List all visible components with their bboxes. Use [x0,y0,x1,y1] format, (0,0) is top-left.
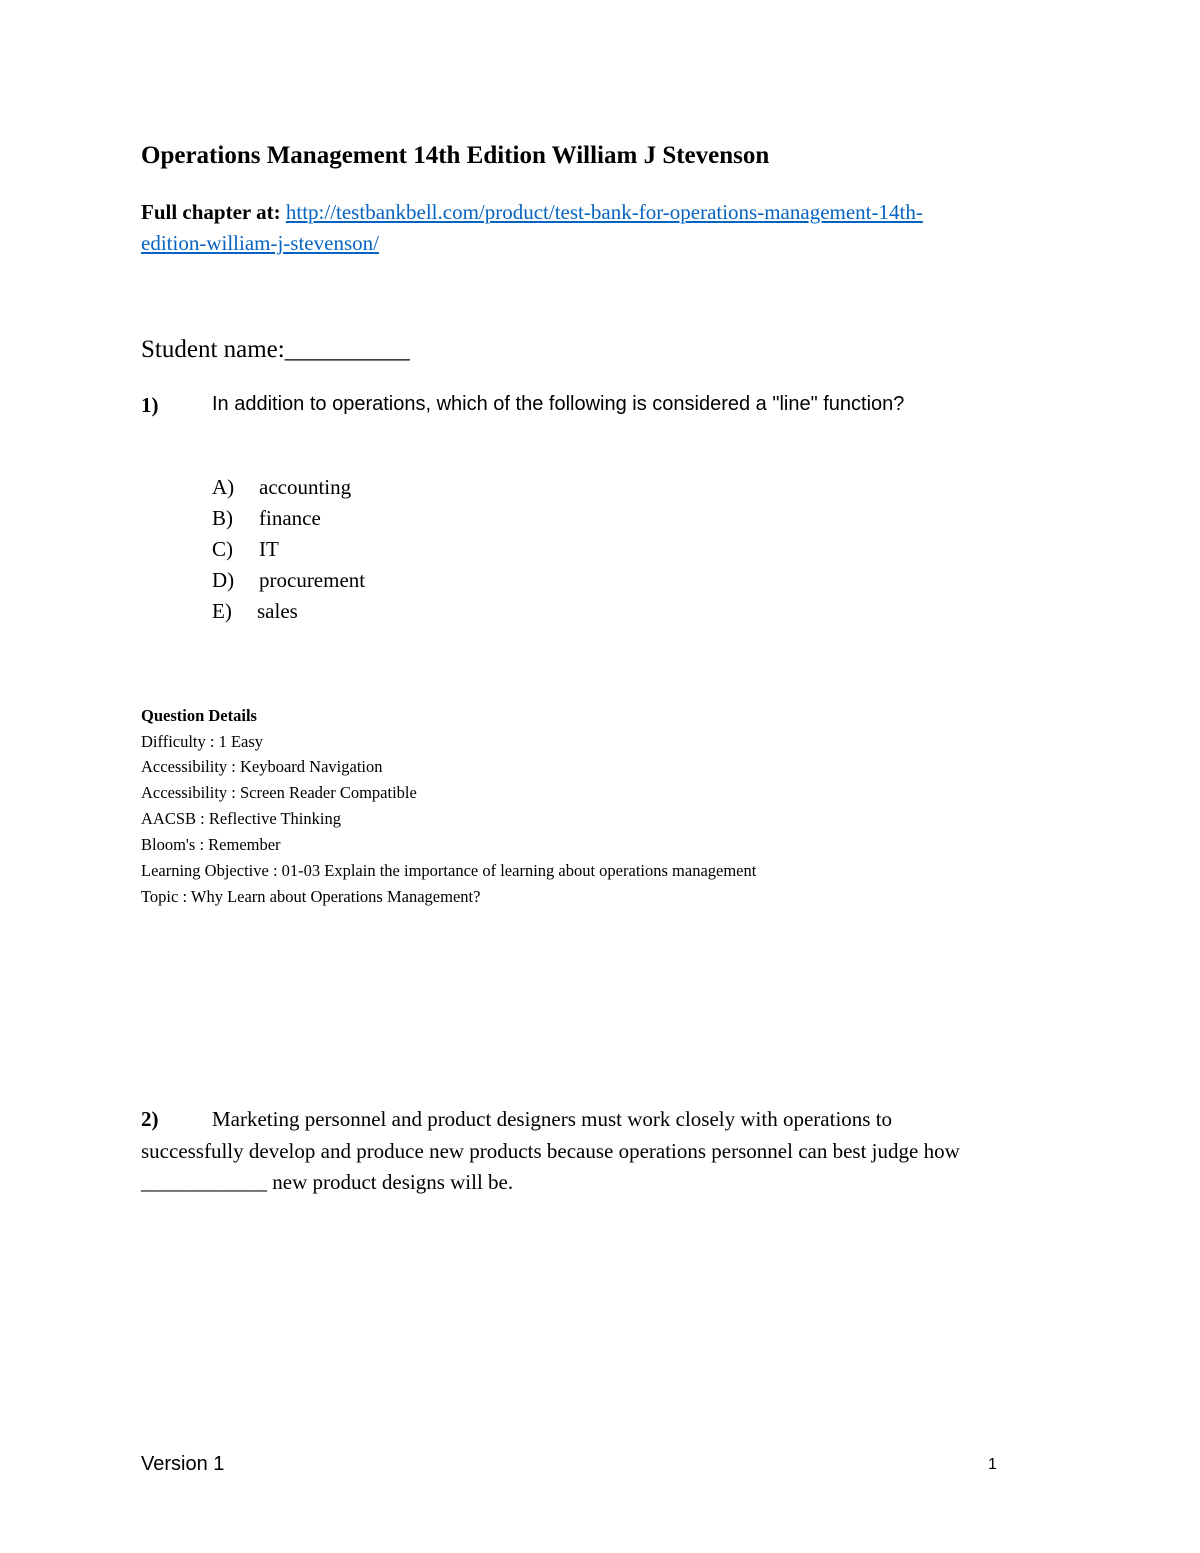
question-2-text-line-3: ____________ new product designs will be. [141,1170,514,1194]
question-details-heading: Question Details [141,706,257,725]
question-2-number: 2) [141,1107,159,1131]
page-title: Operations Management 14th Edition William J Stevenson [141,142,770,169]
detail-blooms: Bloom's : Remember [141,835,281,854]
student-name-field: Student name:__________ [141,336,410,363]
question-2-text-line-1: Marketing personnel and product designers must work closely with operations to [212,1107,893,1131]
question-1-number: 1) [141,393,159,417]
option-b-text: finance [259,506,321,530]
option-e-letter: E) [212,599,232,623]
question-2-text-line-2: successfully develop and produce new products because operations personnel can best judge how [141,1139,960,1163]
full-chapter-label: Full chapter at: [141,200,281,224]
option-b-letter: B) [212,506,233,530]
detail-learning-objective: Learning Objective : 01-03 Explain the importance of learning about operations management [141,861,757,880]
full-chapter-line-2 [141,231,379,256]
option-d-text: procurement [259,568,366,592]
full-chapter-link[interactable]: http://testbankbell.com/product/test-bank-for-operations-management-14th- [285,200,923,224]
footer-page-number: 1 [988,1456,997,1473]
option-c-letter: C) [212,537,233,561]
detail-accessibility-keyboard: Accessibility : Keyboard Navigation [141,757,383,776]
option-a-text: accounting [259,475,352,499]
option-d-letter: D) [212,568,235,592]
detail-difficulty: Difficulty : 1 Easy [141,732,264,751]
question-1-text: In addition to operations, which of the following is considered a "line" function? [212,393,905,415]
detail-accessibility-screen-reader: Accessibility : Screen Reader Compatible [141,783,417,802]
detail-topic: Topic : Why Learn about Operations Management? [141,887,481,906]
option-e-text: sales [257,599,298,623]
footer-version: Version 1 [141,1453,225,1475]
detail-aacsb: AACSB : Reflective Thinking [141,809,341,828]
full-chapter-link-continued[interactable]: edition-william-j-stevenson/ [141,231,379,255]
full-chapter-line [141,200,923,225]
option-c-text: IT [259,537,279,561]
option-a-letter: A) [212,475,235,499]
